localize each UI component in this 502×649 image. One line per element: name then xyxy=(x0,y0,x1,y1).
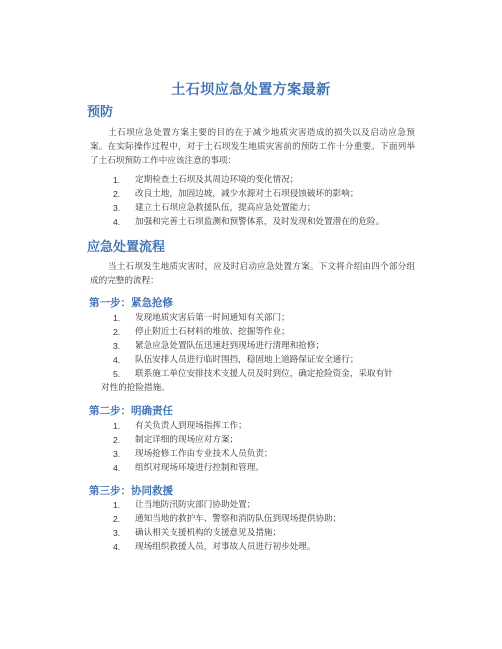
list-item: 3. 确认相关支援机构的支援意见及措施； xyxy=(113,528,282,538)
list-item: 1. 定期检查土石坝及其周边环境的变化情况； xyxy=(113,175,299,185)
list-item: 2. 改良土地，加固边坡，减少水源对土石坝侵蚀破坏的影响； xyxy=(113,189,359,199)
list-item: 1. 发现地质灾害后第一时间通知有关部门； xyxy=(113,313,290,323)
list-item: 3. 现场抢修工作由专业技术人员负责； xyxy=(113,449,273,459)
step1-item5-continuation: 对性的抢险措施。 xyxy=(101,383,170,393)
list-item: 4. 队伍安排人员进行临时围挡，稳固地上道路保证安全通行； xyxy=(113,355,359,365)
step3-list xyxy=(113,498,423,554)
list-item: 1. 让当地防汛防灾部门协助处置； xyxy=(113,500,256,510)
document-title: 土石坝应急处置方案最新 xyxy=(171,82,331,98)
list-item: 4. 加强和完善土石坝监测和预警体系，及时发现和处置潜在的危险。 xyxy=(113,217,385,227)
list-item: 4. 现场组织救援人员，对事故人员进行初步处理。 xyxy=(113,542,316,552)
list-item: 3. 建立土石坝应急救援队伍，提高应急处置能力； xyxy=(113,203,316,213)
heading-process: 应急处置流程 xyxy=(87,240,166,255)
heading-step3: 第三步：协同救援 xyxy=(89,485,173,497)
list-item: 3. 紧急应急处置队伍迅速赶到现场进行清理和抢修； xyxy=(113,341,325,351)
process-paragraph: 当土石坝发生地质灾害时，应及时启动应急处置方案。下文将介绍由四个部分组成的完整的流程： xyxy=(90,262,415,286)
heading-step2: 第二步：明确责任 xyxy=(89,405,173,417)
step2-list xyxy=(113,419,423,475)
heading-step1: 第一步：紧急抢修 xyxy=(89,297,173,309)
step1-list xyxy=(113,311,423,381)
list-item: 4. 组织对现场环境进行控制和管理。 xyxy=(113,463,264,473)
list-item: 2. 通知当地的救护车、警察和消防队伍到现场提供协助； xyxy=(113,514,342,524)
list-item: 2. 停止附近土石材料的堆放、挖掘等作业； xyxy=(113,327,290,337)
list-item: 5. 联系施工单位安排技术支援人员及时到位，确定抢险资金，采取有针 xyxy=(113,369,393,379)
list-item: 2. 制定详细的现场应对方案； xyxy=(113,435,239,445)
prevention-paragraph: 土石坝应急处置方案主要的目的在于减少地质灾害造成的损失以及启动应急预案。在实际操作过程中，对于土石坝发生地质灾害前的预防工作十分重要。下面列举了土石坝预防工作中应该注意的事项： xyxy=(90,128,415,166)
prevention-list xyxy=(113,173,423,229)
heading-prevention: 预防 xyxy=(87,105,114,120)
list-item: 1. 有关负责人到现场指挥工作； xyxy=(113,421,247,431)
